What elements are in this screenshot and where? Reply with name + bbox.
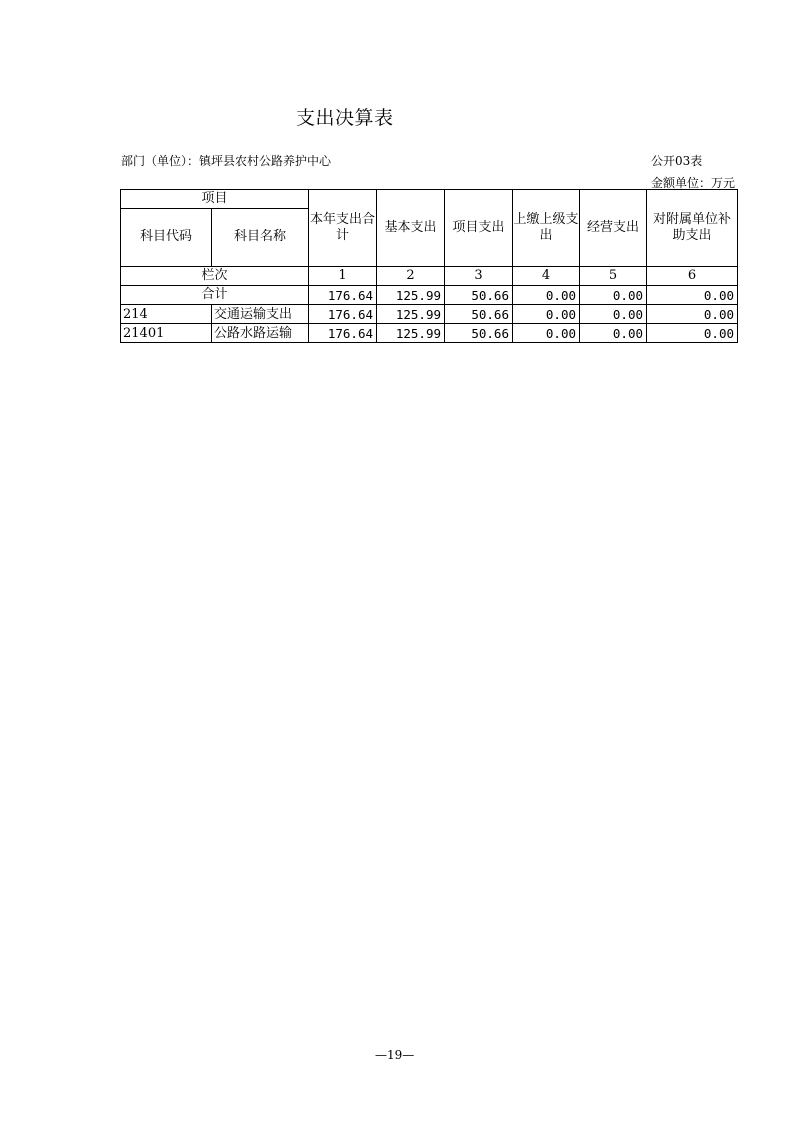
total-label: 合计: [121, 286, 309, 305]
total-row: [121, 286, 738, 305]
column-number: 3: [445, 267, 513, 286]
department-label: 部门（单位）：镇坪县农村公路养护中心: [121, 154, 332, 168]
total-value: 0.00: [580, 286, 647, 305]
row-value: 0.00: [647, 324, 738, 343]
header-row-1: [121, 190, 738, 209]
header-project: 项目支出: [445, 190, 513, 267]
header-subsidiary: 对附属单位补助支出: [647, 190, 738, 267]
subject-code: 214: [121, 305, 212, 324]
table-row: [121, 324, 738, 343]
row-value: 50.66: [445, 305, 513, 324]
column-number: 4: [513, 267, 580, 286]
total-value: 176.64: [309, 286, 377, 305]
header-item: 项目: [121, 190, 309, 209]
column-number-label: 栏次: [121, 267, 309, 286]
column-number: 2: [377, 267, 445, 286]
row-value: 0.00: [513, 305, 580, 324]
header-code: 科目代码: [121, 209, 212, 267]
row-value: 0.00: [580, 305, 647, 324]
column-number: 5: [580, 267, 647, 286]
header-name: 科目名称: [212, 209, 309, 267]
total-value: 0.00: [513, 286, 580, 305]
row-value: 125.99: [377, 305, 445, 324]
subject-code: 21401: [121, 324, 212, 343]
form-number: 公开03表: [651, 154, 703, 168]
table-row: [121, 305, 738, 324]
row-value: 0.00: [647, 305, 738, 324]
total-value: 50.66: [445, 286, 513, 305]
total-value: 0.00: [647, 286, 738, 305]
column-number-row: [121, 267, 738, 286]
header-business: 经营支出: [580, 190, 647, 267]
amount-unit: 金额单位：万元: [651, 176, 736, 190]
column-number: 6: [647, 267, 738, 286]
row-value: 0.00: [580, 324, 647, 343]
row-value: 0.00: [513, 324, 580, 343]
total-value: 125.99: [377, 286, 445, 305]
subject-name: 公路水路运输: [212, 324, 309, 343]
header-superior: 上缴上级支出: [513, 190, 580, 267]
row-value: 176.64: [309, 305, 377, 324]
page-number: —19—: [375, 1048, 415, 1062]
row-value: 125.99: [377, 324, 445, 343]
row-value: 176.64: [309, 324, 377, 343]
page-title: 支出决算表: [296, 107, 394, 129]
column-number: 1: [309, 267, 377, 286]
expenditure-table: [120, 189, 738, 343]
subject-name: 交通运输支出: [212, 305, 309, 324]
row-value: 50.66: [445, 324, 513, 343]
header-total: 本年支出合计: [309, 190, 377, 267]
header-basic: 基本支出: [377, 190, 445, 267]
